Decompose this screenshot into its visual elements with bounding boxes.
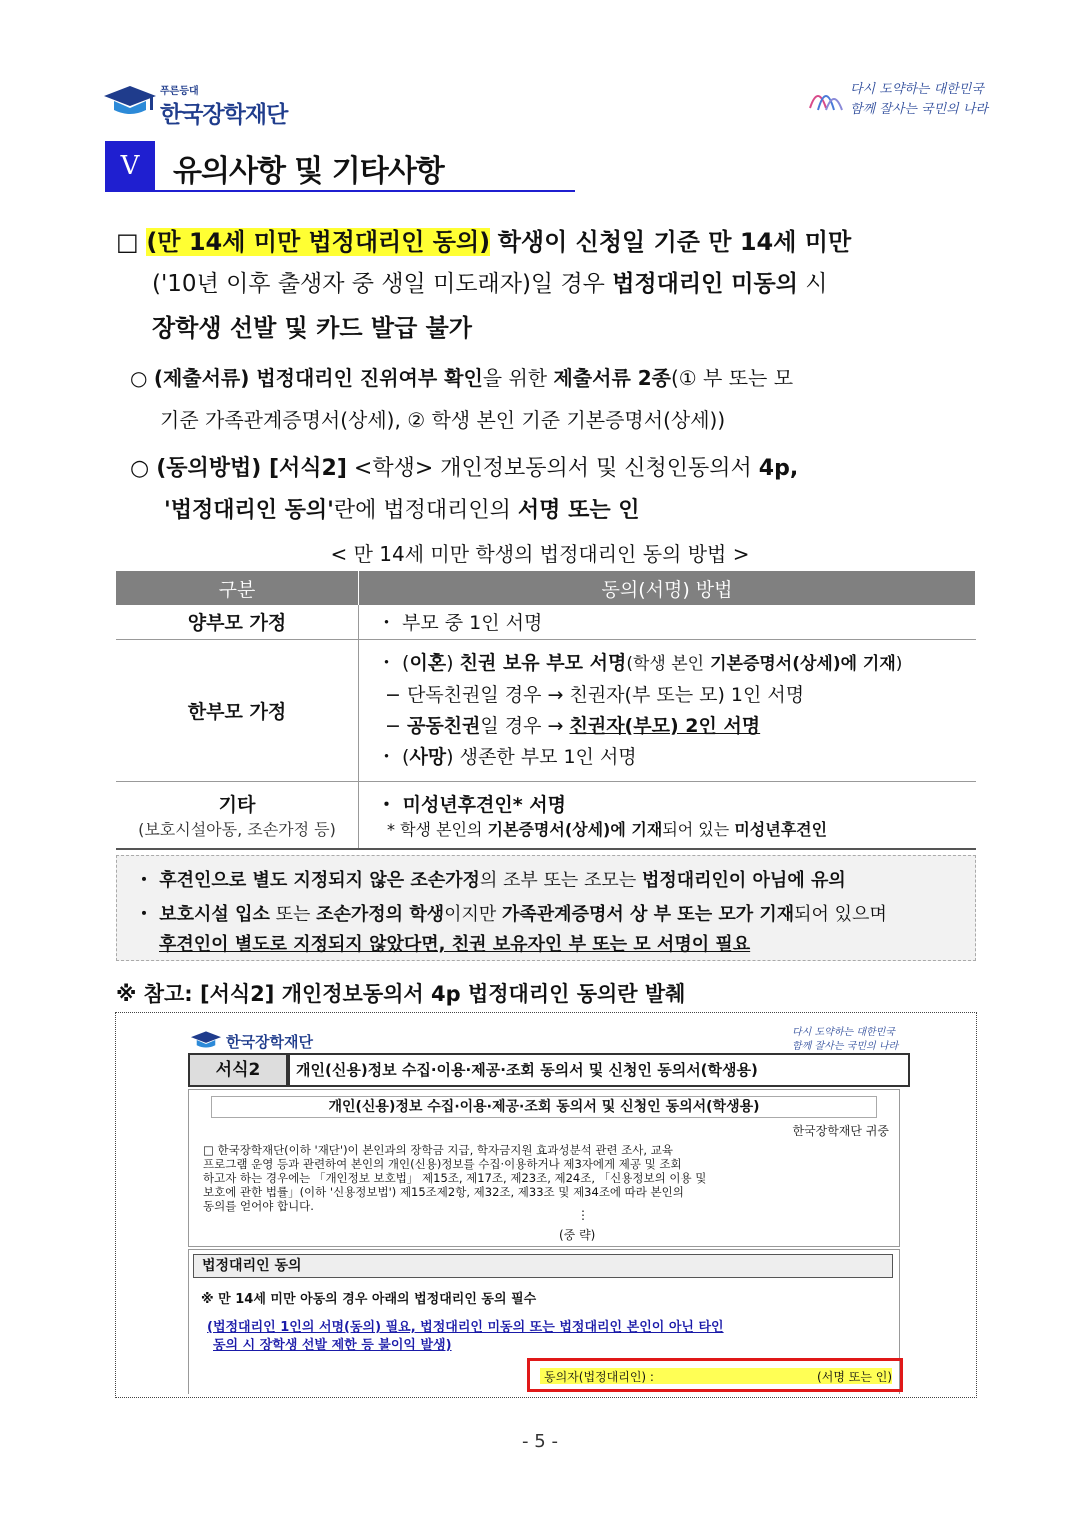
logo-main-text: 한국장학재단 [160,102,288,128]
row2-line-1 [377,648,975,680]
row3-l2-b2: 미성년후견인 [734,819,828,839]
row1-category: 양부모 가정 [116,605,359,639]
consent-method-table [116,571,976,850]
page-number: - 5 - [522,1431,558,1452]
main-item-head: (만 14세 미만 법정대리인 동의) [146,228,491,256]
excerpt-logo: 한국장학재단 [226,1033,313,1051]
excerpt-requirement: ※ 만 14세 미만 아동의 경우 아래의 법정대리인 동의 필수 [201,1292,537,1307]
row3-category-sub: (보호시설아동, 조손가정 등) [138,819,336,839]
checkbox-bullet: □ [116,228,139,256]
row2-l3-underlined: 친권자(부모) 2인 서명 [569,714,761,737]
row3-line-2 [377,817,975,840]
main-item-line1-rest: 학생이 신청일 기준 만 14세 미만 [497,228,852,256]
note2-f: 되어 있으며 [794,904,887,925]
note1-b: 의 조부 또는 조모는 [479,870,637,891]
note2-b: 또는 [275,904,311,925]
row2-line-4 [377,742,975,773]
form-excerpt-image [115,1012,977,1398]
section-number: V [105,141,155,191]
sub-item-2-line-2 [164,493,640,524]
table-row [116,639,976,781]
sub-item-1-line-1 [130,362,793,391]
excerpt-consent-sign: (서명 또는 인) [817,1370,892,1384]
main-item-line2-b: 법정대리인 미동의 [612,271,798,297]
row3-l2-b: 기본증명서(상세)에 기재 [487,819,663,839]
excerpt-form-tag: 서식2 [188,1053,288,1087]
row2-l1-pre: ・ ( [377,651,410,674]
sub2-line2-b: 란에 법정대리인의 [333,498,511,523]
row2-method [359,639,976,781]
sub1-bold: 제출서류 2종 [553,366,671,390]
excerpt-slogan-1: 다시 도약하는 대한민국 [792,1027,895,1038]
row2-l3-mid: 일 경우 → [480,714,564,737]
excerpt-slogan-2: 함께 잘사는 국민의 나라 [792,1041,899,1052]
excerpt-para-4: 보호에 관한 법률」(이하 '신용정보법') 제15조제2항, 제32조, 제33조 및 제34조에 따라 본인의 [203,1185,684,1199]
note-line-1 [135,866,846,892]
section-title: 유의사항 및 기타사항 [173,154,444,189]
sub2-line2-c: 서명 또는 인 [517,498,640,523]
note2-c: 조손가정의 학생 [316,904,445,925]
table-caption: < 만 14세 미만 학생의 법정대리인 동의 방법 > [330,542,750,566]
circle-bullet: ○ [130,456,150,481]
main-item-line2-c: 시 [805,271,828,297]
main-item-line-3: 장학생 선발 및 카드 발급 불가 [152,314,472,342]
row2-line-2: − 단독친권일 경우 → 친권자(부 또는 모) 1인 서명 [385,683,805,706]
note-line-2 [135,900,887,926]
excerpt-addressee: 한국장학재단 귀중 [792,1124,889,1138]
wave-emblem-icon [808,80,848,114]
excerpt-blue-2: 동의 시 장학생 선발 제한 등 불이익 발생) [213,1338,452,1353]
note2-d: 이지만 [444,904,497,925]
row3-l2-mid: 되어 있는 [662,819,730,839]
table-header-row [116,571,976,605]
note1-c: 법정대리인이 아님에 유의 [641,870,846,891]
table-row [116,781,976,849]
government-slogan [808,74,988,122]
row2-l3-dash: − [385,714,401,737]
row3-category-main: 기타 [218,793,256,816]
sub1-rest: (① 부 또는 모 [670,366,794,390]
excerpt-consent-label: 동의자(법정대리인) : [544,1370,654,1384]
excerpt-blue-1: (법정대리인 1인의 서명(동의) 필요, 법정대리인 미동의 또는 법정대리인 본인이 아닌 타인 [207,1320,724,1335]
logo-small-text: 푸른등대 [160,86,199,97]
excerpt-para-1: □ 한국장학재단(이하 '재단')이 본인과의 장학금 지급, 학자금지원 효과성분석 관련 조사, 교육 [203,1143,673,1157]
main-item-line2-a: ('10년 이후 출생자 중 생일 미도래자)일 경우 [152,271,605,297]
sub-item-1-line-2: 기준 가족관계증명서(상세), ② 학생 본인 기준 기본증명서(상세)) [160,408,726,432]
reference-title: ※ 참고: [서식2] 개인정보동의서 4p 법정대리인 동의란 발췌 [116,982,686,1006]
excerpt-omitted: (중 략) [559,1228,596,1242]
excerpt-form-title: 개인(신용)정보 수집·이용·제공·조회 동의서 및 신청인 동의서(학생용) [288,1053,910,1087]
table-row [116,605,976,639]
row3-l2-pre: * 학생 본인의 [387,819,483,839]
note2-e: 가족관계증명서 상 부 또는 모가 기재 [502,904,795,925]
slogan-line-1: 다시 도약하는 대한민국 [850,82,984,97]
foundation-logo [102,78,302,128]
row3-line-1: ・ 미성년후견인* 서명 [377,793,566,816]
excerpt-para-2: 프로그램 운영 등과 관련하여 본인의 개인(신용)정보를 수집·이용하거나 제3자에게 제공 및 조회 [203,1157,682,1171]
excerpt-consent-highlight [527,1358,903,1392]
sub2-head: (동의방법) [서식2] [156,456,347,481]
caution-note-box [116,855,976,961]
graduation-cap-icon [102,82,158,120]
main-item-line-2 [152,265,828,298]
excerpt-box-title: 법정대리인 동의 [193,1254,893,1278]
row2-l1-b2: 친권 보유 부모 서명 [459,651,627,674]
section-underline [105,190,575,192]
row2-l1-b1: 이혼 [409,651,447,674]
sub2-line2-a: '법정대리인 동의' [164,498,334,523]
excerpt-guardian-section [188,1249,900,1394]
sub1-head: (제출서류) 법정대리인 진위여부 확인 [153,366,483,390]
circle-bullet: ○ [130,366,148,390]
slogan-line-2: 함께 잘사는 국민의 나라 [850,102,988,117]
row2-l3-b: 공동친권 [406,714,481,737]
row2-l1-b3: 기본증명서(상세)에 기재 [710,653,896,674]
row3-category [116,781,359,849]
note2-a: ・ 보호시설 입소 [135,904,270,925]
row2-l1-mid: ) [446,651,460,674]
row2-l4-b: 사망 [409,745,447,768]
excerpt-dots: ⋮ [577,1208,589,1222]
row3-method [359,781,976,849]
row2-l4-pre: ・ ( [377,745,410,768]
excerpt-inner-title: 개인(신용)정보 수집·이용·제공·조회 동의서 및 신청인 동의서(학생용) [211,1096,877,1118]
excerpt-document [188,1089,900,1247]
row2-l4-rest: ) 생존한 부모 1인 서명 [446,745,637,768]
note-line-3: 후견인이 별도로 지정되지 않았다면, 친권 보유자인 부 또는 모 서명이 필요 [159,934,751,955]
note1-a: ・ 후견인으로 별도 지정되지 않은 조손가정 [135,870,480,891]
sub-item-2-line-1 [130,451,798,482]
row1-method: ・ 부모 중 1인 서명 [359,605,976,639]
excerpt-para-5: 동의를 얻어야 합니다. [203,1199,314,1213]
excerpt-para-3: 하고자 하는 경우에는 「개인정보 보호법」 제15조, 제17조, 제23조, 제24조, 「신용정보의 이용 및 [203,1171,707,1185]
graduation-cap-icon [188,1029,224,1051]
main-item-line-1 [116,222,851,257]
row2-line-3 [377,711,975,742]
table-header-category: 구분 [116,571,359,605]
row2-category: 한부모 가정 [116,639,359,781]
sub1-mid: 을 위한 [482,366,548,390]
sub2-rest: <학생> 개인정보동의서 및 신청인동의서 [353,456,752,481]
row2-l1-end: ) [895,653,903,674]
row2-l1-rest: (학생 본인 [626,653,705,674]
table-header-method: 동의(서명) 방법 [359,571,976,605]
sub2-tail: 4p, [758,456,799,481]
